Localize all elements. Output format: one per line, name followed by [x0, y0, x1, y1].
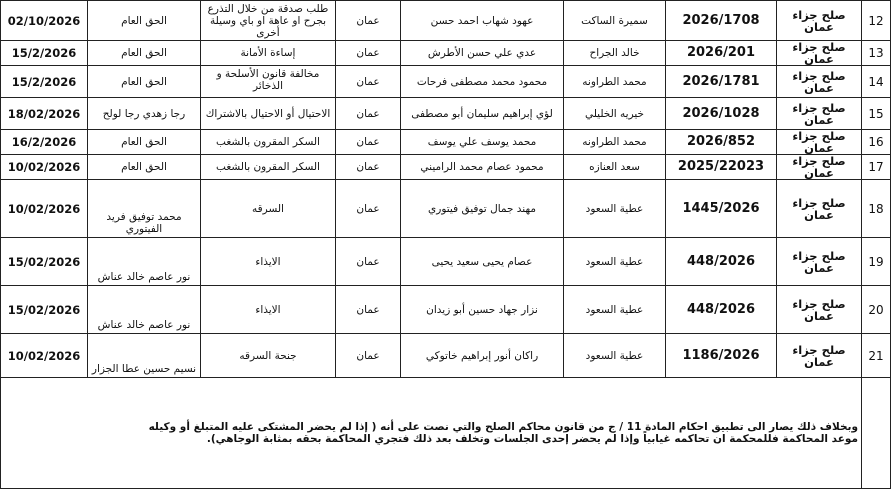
complainant-name: نور عاصم خالد عناش: [88, 238, 201, 286]
complainant-name: نور عاصم خالد عناش: [88, 286, 201, 334]
row-number: 17: [862, 155, 891, 180]
court-name: صلح جزاء عمان: [777, 238, 862, 286]
case-number: 1445/2026: [666, 180, 777, 238]
note-row: [1, 378, 891, 489]
defendant-name: محمود عصام محمد الراميني: [401, 155, 564, 180]
city-name: عمان: [336, 334, 401, 378]
charge-text: السكر المقرون بالشغب: [201, 155, 336, 180]
session-date: 15/2/2026: [1, 66, 88, 98]
table-row: [1, 1, 891, 41]
table-row: [1, 66, 891, 98]
defendant-name: عهود شهاب احمد حسن: [401, 1, 564, 41]
defendant-name: عصام يحيى سعيد يحيى: [401, 238, 564, 286]
city-name: عمان: [336, 66, 401, 98]
city-name: عمان: [336, 130, 401, 155]
court-name: صلح جزاء عمان: [777, 180, 862, 238]
charge-text: السرقه: [201, 180, 336, 238]
table-row: [1, 238, 891, 286]
session-date: 02/10/2026: [1, 1, 88, 41]
judge-name: سميرة الساكت: [564, 1, 666, 41]
judge-name: سعد العنازه: [564, 155, 666, 180]
session-date: 16/2/2026: [1, 130, 88, 155]
session-date: 15/02/2026: [1, 286, 88, 334]
session-date: 10/02/2026: [1, 334, 88, 378]
case-number: 448/2026: [666, 286, 777, 334]
judge-name: خالد الجراح: [564, 41, 666, 66]
session-date: 15/02/2026: [1, 238, 88, 286]
judge-name: محمد الطراونه: [564, 130, 666, 155]
row-number: 18: [862, 180, 891, 238]
city-name: عمان: [336, 1, 401, 41]
judge-name: محمد الطراونه: [564, 66, 666, 98]
judge-name: عطية السعود: [564, 238, 666, 286]
row-number: 20: [862, 286, 891, 334]
table-row: [1, 130, 891, 155]
complainant-name: نسيم حسين عطا الجزار: [88, 334, 201, 378]
table-row: [1, 334, 891, 378]
session-date: 18/02/2026: [1, 98, 88, 130]
complainant-name: الحق العام: [88, 1, 201, 41]
complainant-name: الحق العام: [88, 155, 201, 180]
session-date: 10/02/2026: [1, 180, 88, 238]
charge-text: إساءة الأمانة: [201, 41, 336, 66]
defendant-name: نزار جهاد حسين أبو زيدان: [401, 286, 564, 334]
judge-name: عطية السعود: [564, 334, 666, 378]
legal-note: [1, 378, 862, 489]
row-number: 16: [862, 130, 891, 155]
complainant-name: الحق العام: [88, 41, 201, 66]
legal-note-line-1: وبخلاف ذلك يصار الى تطبيق احكام المادة 11 / ج من قانون محاكم الصلح والتي نصت على أنه ( إذا لم يحضر المشتكى عليه المتبلغ أو وكيله: [148, 421, 858, 433]
complainant-name: رجا زهدي رجا لولح: [88, 98, 201, 130]
city-name: عمان: [336, 155, 401, 180]
court-name: صلح جزاء عمان: [777, 41, 862, 66]
judge-name: عطية السعود: [564, 180, 666, 238]
court-name: صلح جزاء عمان: [777, 286, 862, 334]
court-name: صلح جزاء عمان: [777, 66, 862, 98]
table-row: [1, 286, 891, 334]
complainant-name: الحق العام: [88, 66, 201, 98]
charge-text: مخالفة قانون الأسلحة و الذخائر: [201, 66, 336, 98]
row-number: 14: [862, 66, 891, 98]
defendant-name: محمود محمد مصطفى فرحات: [401, 66, 564, 98]
court-name: صلح جزاء عمان: [777, 98, 862, 130]
row-number: 21: [862, 334, 891, 378]
charge-text: جنحة السرقه: [201, 334, 336, 378]
charge-text: الايذاء: [201, 286, 336, 334]
defendant-name: عدي علي حسن الأطرش: [401, 41, 564, 66]
charge-text: طلب صدقة من خلال التذرع بجرح او عاهة او باي وسيلة أخرى: [201, 1, 336, 41]
city-name: عمان: [336, 180, 401, 238]
table-row: [1, 98, 891, 130]
city-name: عمان: [336, 41, 401, 66]
charge-text: الاحتيال أو الاحتيال بالاشتراك: [201, 98, 336, 130]
defendant-name: محمد يوسف علي يوسف: [401, 130, 564, 155]
note-number-cell: [862, 378, 891, 489]
session-date: 10/02/2026: [1, 155, 88, 180]
table-row: [1, 180, 891, 238]
court-name: صلح جزاء عمان: [777, 130, 862, 155]
case-number: 1186/2026: [666, 334, 777, 378]
defendant-name: لؤي إبراهيم سليمان أبو مصطفى: [401, 98, 564, 130]
case-number: 2025/22023: [666, 155, 777, 180]
table-body: [1, 1, 891, 378]
case-number: 2026/1028: [666, 98, 777, 130]
court-name: صلح جزاء عمان: [777, 334, 862, 378]
court-name: صلح جزاء عمان: [777, 1, 862, 41]
city-name: عمان: [336, 98, 401, 130]
city-name: عمان: [336, 286, 401, 334]
judge-name: خيريه الخليلي: [564, 98, 666, 130]
charge-text: الايذاء: [201, 238, 336, 286]
row-number: 15: [862, 98, 891, 130]
legal-note-line-2: موعد المحاكمة فللمحكمة ان تحاكمه غيابياً وإذا لم يحضر إحدى الجلسات وتخلف بعد ذلك فتجري المحاكمة بحقه بمثابة الوجاهي).: [206, 433, 858, 445]
case-number: 448/2026: [666, 238, 777, 286]
case-number: 2026/201: [666, 41, 777, 66]
table-row: [1, 41, 891, 66]
case-number: 2026/1781: [666, 66, 777, 98]
judge-name: عطية السعود: [564, 286, 666, 334]
complainant-name: محمد توفيق فريد الفيتوري: [88, 180, 201, 238]
charge-text: السكر المقرون بالشغب: [201, 130, 336, 155]
defendant-name: مهند جمال توفيق فيتوري: [401, 180, 564, 238]
court-name: صلح جزاء عمان: [777, 155, 862, 180]
row-number: 12: [862, 1, 891, 41]
table-row: [1, 155, 891, 180]
complainant-name: الحق العام: [88, 130, 201, 155]
defendant-name: راكان أنور إبراهيم خاتوكي: [401, 334, 564, 378]
session-date: 15/2/2026: [1, 41, 88, 66]
case-number: 2026/1708: [666, 1, 777, 41]
row-number: 19: [862, 238, 891, 286]
city-name: عمان: [336, 238, 401, 286]
row-number: 13: [862, 41, 891, 66]
case-number: 2026/852: [666, 130, 777, 155]
